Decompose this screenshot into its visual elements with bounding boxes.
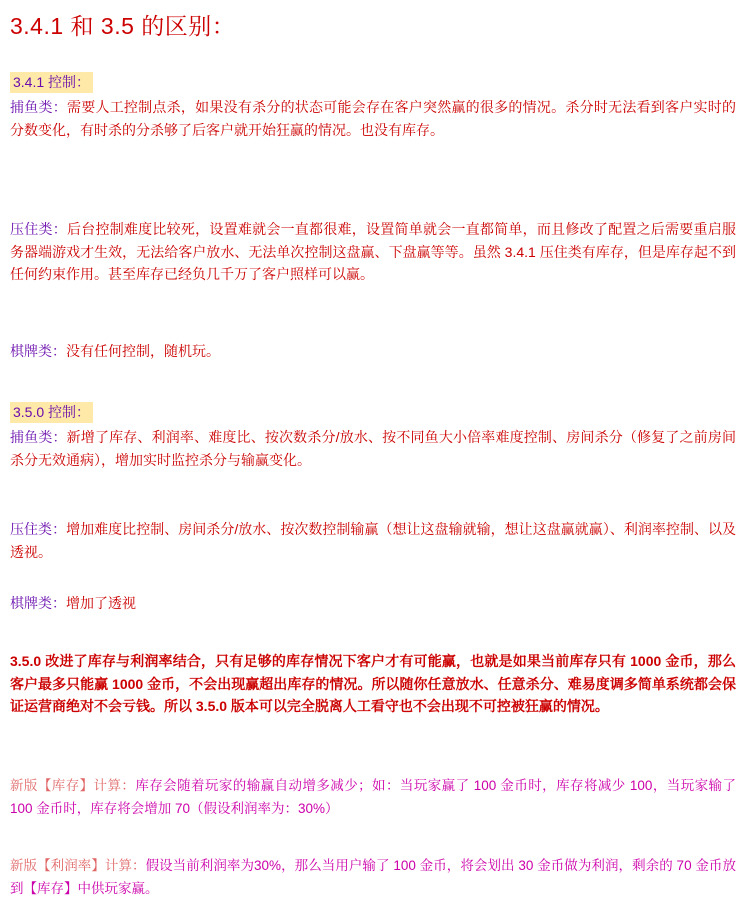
item-text: 增加了透视 — [66, 595, 136, 611]
section-341-heading: 3.4.1 控制： — [10, 72, 93, 93]
paragraph — [10, 426, 736, 471]
paragraph — [10, 340, 736, 363]
section-350-item-card — [10, 592, 736, 629]
item-label: 棋牌类： — [10, 595, 66, 611]
paragraph — [10, 518, 736, 563]
paragraph — [10, 855, 736, 901]
page-title: 3.4.1 和 3.5 的区别： — [10, 13, 236, 39]
item-label: 棋牌类： — [10, 343, 66, 359]
section-341 — [10, 72, 736, 93]
item-text: 需要人工控制点杀，如果没有杀分的状态可能会存在客户突然赢的很多的情况。杀分时无法看到客户实时的分数变化，有时杀的分杀够了后客户就开始狂赢的情况。也没有库存。 — [10, 99, 737, 138]
note-profit-rate — [10, 855, 736, 915]
item-label: 捕鱼类： — [10, 99, 67, 115]
item-text: 后台控制难度比较死，设置难就会一直都很难，设置简单就会一直都简单，而且修改了配置之后需要重启服务器端游戏才生效，无法给客户放水、无法单次控制这盘赢、下盘赢等等。虽然 3.4.1 压住类有库存，但是库存起不到任何约束作用。甚至库存已经负几千万了客户照样可以赢。 — [10, 221, 737, 283]
item-label: 压住类： — [10, 521, 67, 537]
section-341-item-fishing — [10, 96, 736, 155]
paragraph — [10, 592, 736, 615]
paragraph — [10, 218, 736, 286]
summary-paragraph: 3.5.0 改进了库存与利润率结合，只有足够的库存情况下客户才有可能赢，也就是如果当前库存只有 1000 金币，那么客户最多只能赢 1000 金币，不会出现赢超出库存的情况。所以随你任意放水、任意杀分、难易度调多简单系统都会保证运营商绝对不会亏钱。所以 3.5.0 版本可以完全脱离人工看守也不会出现不可控被狂赢的情况。 — [10, 653, 736, 715]
section-350-item-fishing — [10, 426, 736, 485]
note-stock — [10, 775, 736, 835]
section-350 — [10, 402, 736, 423]
note-label: 新版【库存】计算： — [10, 778, 136, 793]
paragraph — [10, 96, 736, 141]
section-350-heading: 3.5.0 控制： — [10, 402, 93, 423]
section-350-item-slot — [10, 518, 736, 577]
item-label: 捕鱼类： — [10, 429, 67, 445]
paragraph — [10, 775, 736, 821]
section-341-item-slot — [10, 218, 736, 300]
summary-block — [10, 650, 736, 732]
item-text: 增加难度比控制、房间杀分/放水、按次数控制输赢（想让这盘输就输，想让这盘赢就赢）、利润率控制、以及透视。 — [10, 521, 737, 560]
note-text: 库存会随着玩家的输赢自动增多减少；如：当玩家赢了 100 金币时，库存将减少 100，当玩家输了 100 金币时，库存将会增加 70（假设利润率为：30%） — [10, 778, 736, 816]
item-text: 新增了库存、利润率、难度比、按次数杀分/放水、按不同鱼大小倍率难度控制、房间杀分（修复了之前房间杀分无效通病），增加实时监控杀分与输赢变化。 — [10, 429, 737, 468]
note-label: 新版【利润率】计算： — [10, 858, 146, 873]
note-text: 假设当前利润率为30%，那么当用户输了 100 金币，将会划出 30 金币做为利润，剩余的 70 金币放到【库存】中供玩家赢。 — [10, 858, 736, 896]
item-text: 没有任何控制，随机玩。 — [66, 343, 220, 359]
item-label: 压住类： — [10, 221, 67, 237]
section-341-item-card — [10, 340, 736, 377]
